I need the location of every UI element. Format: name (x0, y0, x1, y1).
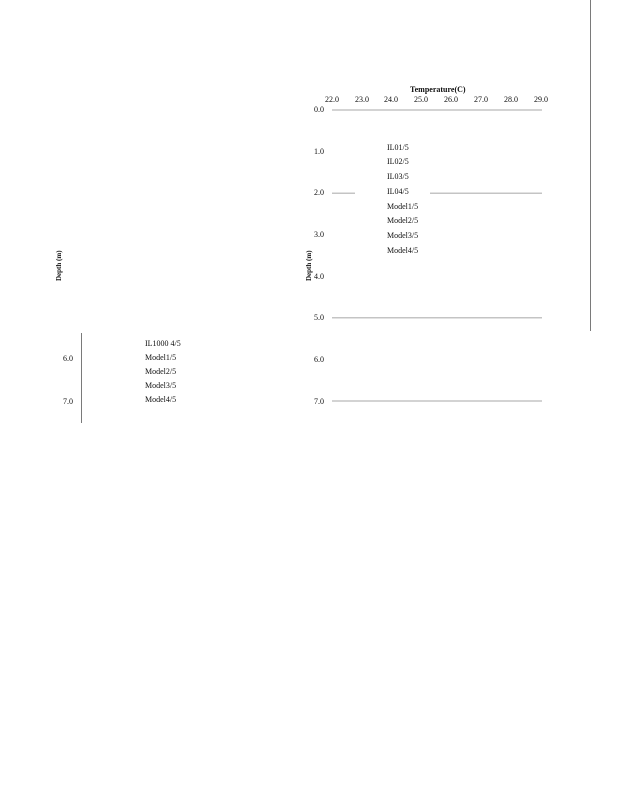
x-tick-label: 22.0 (325, 95, 339, 104)
x-tick-label: 26.0 (444, 95, 458, 104)
x-tick-label: 29.0 (534, 95, 548, 104)
legend-item: Model2/5 (387, 216, 419, 225)
left-legend-item: IL1000 4/5 (145, 339, 181, 348)
legend-item: IL03/5 (387, 172, 409, 181)
y-tick-label: 6.0 (314, 355, 324, 364)
left-legend-item: Model1/5 (145, 353, 177, 362)
legend-item: Model3/5 (387, 231, 419, 240)
legend-item: IL02/5 (387, 157, 409, 166)
x-tick-label: 24.0 (384, 95, 398, 104)
x-tick-label: 27.0 (474, 95, 488, 104)
y-tick-label: 0.0 (314, 105, 324, 114)
legend-item: IL01/5 (387, 143, 409, 152)
x-tick-label: 25.0 (414, 95, 428, 104)
y-tick-label: 7.0 (314, 397, 324, 406)
x-tick-label: 28.0 (504, 95, 518, 104)
x-tick-label: 23.0 (355, 95, 369, 104)
left-legend-item: Model3/5 (145, 381, 177, 390)
y-tick-label: 2.0 (314, 188, 324, 197)
page-edge-line (590, 0, 591, 331)
legend-item: IL04/5 (387, 187, 409, 196)
left-y-tick-label: 7.0 (63, 397, 73, 406)
right-y-axis-label: Depth (m) (305, 250, 313, 281)
y-tick-label: 4.0 (314, 272, 324, 281)
left-legend-item: Model4/5 (145, 395, 177, 404)
legend-item: Model1/5 (387, 202, 419, 211)
y-tick-label: 1.0 (314, 147, 324, 156)
gridlines (332, 110, 542, 401)
y-tick-label: 5.0 (314, 313, 324, 322)
left-y-axis-label: Depth (m) (55, 250, 63, 281)
left-y-tick-label: 6.0 (63, 354, 73, 363)
legend-item: Model4/5 (387, 246, 419, 255)
left-legend-item: Model2/5 (145, 367, 177, 376)
y-tick-label: 3.0 (314, 230, 324, 239)
chart-title: Temperature(C) (410, 85, 466, 94)
